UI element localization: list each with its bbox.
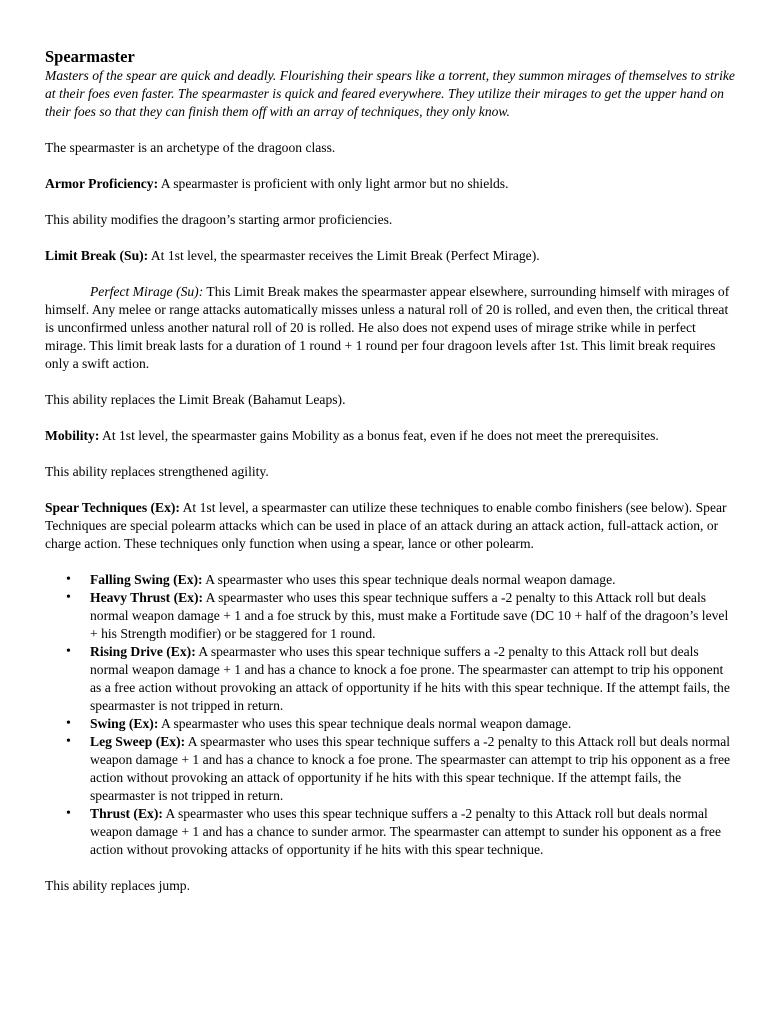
technique-text: A spearmaster who uses this spear technique suffers a -2 penalty to this Attack roll but deals normal weapon damage + 1 and a foe struck by this, must make a Fortitude save (DC 10 + half of the dragoon’s level + his Strength modifier) or be staggered for 1 round. bbox=[90, 590, 729, 641]
list-item bbox=[66, 643, 735, 715]
limit-break-paragraph bbox=[45, 247, 735, 265]
technique-label: Falling Swing (Ex): bbox=[90, 572, 203, 587]
list-item bbox=[66, 571, 735, 589]
limit-break-replaces-paragraph: This ability replaces the Limit Break (Bahamut Leaps). bbox=[45, 392, 346, 407]
perfect-mirage-text: This Limit Break makes the spearmaster appear elsewhere, surrounding himself with mirages of himself. Any melee or range attacks automatically misses unless a natural roll of 20 is rolled, and even then, the critical threat is unconfirmed unless another natural roll of 20 is rolled. He also does not expend uses of mirage strike while in perfect mirage. This limit break lasts for a duration of 1 round + 1 round per four dragoon levels after 1st. This limit break requires only a swift action. bbox=[45, 284, 730, 371]
armor-proficiency-paragraph bbox=[45, 175, 735, 193]
spear-techniques-label: Spear Techniques (Ex): bbox=[45, 500, 180, 515]
technique-text: A spearmaster who uses this spear technique suffers a -2 penalty to this Attack roll but deals normal weapon damage + 1 and has a chance to knock a foe prone. The spearmaster can attempt to trip his opponent as a free action without provoking an attack of opportunity if he hits with this spear technique. If the attempt fails, the spearmaster is not tripped in return. bbox=[90, 734, 731, 803]
mobility-replaces-paragraph: This ability replaces strengthened agility. bbox=[45, 464, 269, 479]
archetype-paragraph: The spearmaster is an archetype of the dragoon class. bbox=[45, 140, 336, 155]
bullet-icon: • bbox=[66, 734, 71, 749]
technique-text: A spearmaster who uses this spear technique suffers a -2 penalty to this Attack roll but deals normal weapon damage + 1 and has a chance to knock a foe prone. The spearmaster can attempt to trip his opponent as a free action without provoking an attack of opportunity if he hits with this spear technique. If the attempt fails, the spearmaster is not tripped in return. bbox=[90, 644, 730, 713]
technique-label: Rising Drive (Ex): bbox=[90, 644, 196, 659]
technique-label: Thrust (Ex): bbox=[90, 806, 163, 821]
mobility-text: At 1st level, the spearmaster gains Mobility as a bonus feat, even if he does not meet the prerequisites. bbox=[99, 428, 659, 443]
perfect-mirage-paragraph bbox=[45, 283, 735, 373]
intro-paragraph: Masters of the spear are quick and deadly. Flourishing their spears like a torrent, they summon mirages of themselves to strike at their foes even faster. The spearmaster is quick and feared everywhere. They utilize their mirages to get the upper hand on their foes so that they can finish them off with an array of techniques, they only know. bbox=[45, 68, 735, 119]
technique-text: A spearmaster who uses this spear technique suffers a -2 penalty to this Attack roll but deals normal weapon damage + 1 and has a chance to sunder armor. The spearmaster can attempt to sunder his opponent as a free action without provoking attacks of opportunity if he hits with this spear technique. bbox=[90, 806, 721, 857]
list-item bbox=[66, 589, 735, 643]
armor-modifies-paragraph: This ability modifies the dragoon’s starting armor proficiencies. bbox=[45, 212, 393, 227]
bullet-icon: • bbox=[66, 644, 71, 659]
limit-break-label: Limit Break (Su): bbox=[45, 248, 149, 263]
technique-text: A spearmaster who uses this spear technique deals normal weapon damage. bbox=[158, 716, 572, 731]
document-content bbox=[45, 47, 735, 895]
mobility-label: Mobility: bbox=[45, 428, 100, 443]
armor-proficiency-label: Armor Proficiency: bbox=[45, 176, 159, 191]
page-title: Spearmaster bbox=[45, 47, 135, 66]
technique-label: Heavy Thrust (Ex): bbox=[90, 590, 204, 605]
techniques-list bbox=[45, 571, 735, 859]
perfect-mirage-label: Perfect Mirage (Su): bbox=[90, 284, 204, 299]
spear-techniques-text: At 1st level, a spearmaster can utilize these techniques to enable combo finishers (see below). Spear Techniques are special polearm attacks which can be used in place of an attack during an attack action, full-attack action, or charge action. These techniques only function when using a spear, lance or other polearm. bbox=[45, 500, 727, 551]
list-item bbox=[66, 733, 735, 805]
bullet-icon: • bbox=[66, 716, 71, 731]
technique-text: A spearmaster who uses this spear technique deals normal weapon damage. bbox=[202, 572, 616, 587]
techniques-replaces-paragraph: This ability replaces jump. bbox=[45, 878, 190, 893]
limit-break-text: At 1st level, the spearmaster receives the Limit Break (Perfect Mirage). bbox=[148, 248, 540, 263]
armor-proficiency-text: A spearmaster is proficient with only light armor but no shields. bbox=[158, 176, 509, 191]
technique-label: Swing (Ex): bbox=[90, 716, 159, 731]
mobility-paragraph bbox=[45, 427, 735, 445]
technique-label: Leg Sweep (Ex): bbox=[90, 734, 186, 749]
bullet-icon: • bbox=[66, 590, 71, 605]
list-item bbox=[66, 805, 735, 859]
bullet-icon: • bbox=[66, 572, 71, 587]
spear-techniques-paragraph bbox=[45, 499, 735, 553]
bullet-icon: • bbox=[66, 806, 71, 821]
list-item bbox=[66, 715, 735, 733]
